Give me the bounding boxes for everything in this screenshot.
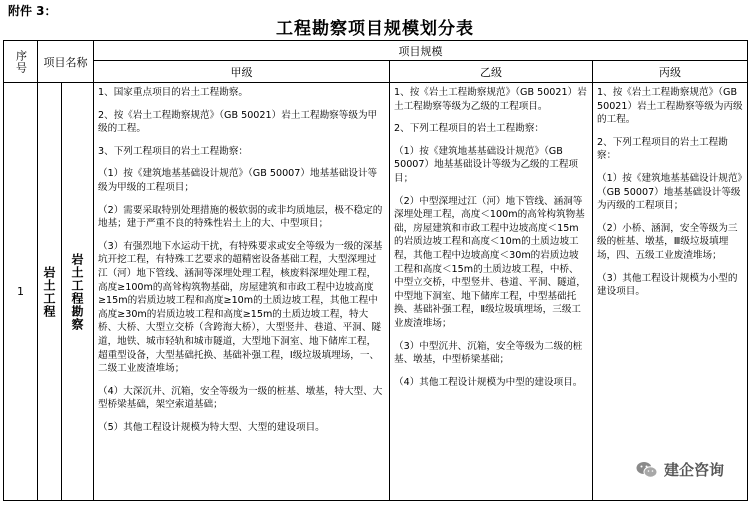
header-grade-b [390,61,593,83]
grade-a-text [94,83,389,434]
grade-c-item: （2）小桥、涵洞，安全等级为三级的桩基、墩基，Ⅲ级垃圾填埋场，四、五级工业废渣堆场； [597,222,738,261]
row-subcategory-label: 岩土工程勘察 [70,252,84,331]
header-seq [4,41,38,83]
grade-c-item: （1）按《建筑地基基础设计规范》（GB 50007）地基基础设计等级为丙级的工程项目； [597,172,743,212]
grade-c-item: 1、按《岩土工程勘察规范》（GB 50021）岩土工程勘察等级为丙级的工程。 [597,87,743,126]
grade-a-item: 2、按《岩土工程勘察规范》（GB 50021）岩土工程勘察等级为甲级的工程。 [98,109,378,135]
grade-a-item: （3）有强烈地下水运动干扰，有特殊要求或安全等级为一级的深基坑开挖工程，有特殊工艺要求的超精密设备基础工程，大型深埋过江（河）地下管线、涵洞等深埋处理工程，核废料深埋处理工程，高度≥100m的高耸构筑物基础，房屋建筑和市政工程中边坡高度≥15m的岩质边坡工程和高度≥10m的土质边坡工程，其他工程中高度≥30m的岩质边坡工程和高度≥15m的土质边坡工程，特大桥、大桥、大型立交桥（含跨海大桥），大型竖井、巷道、平洞、隧道，地铁、城市轻轨和城市隧道，大型地下洞室、地下储库工程，超重型设备，大型基础托换、基础补强工程，Ⅰ级垃圾填埋场，一、二级工业废渣堆场； [98,240,383,375]
header-item-name-label: 项目名称 [43,55,88,69]
grade-b-item: （1）按《建筑地基基础设计规范》（GB 50007）地基基础设计等级为乙级的工程项目； [394,145,579,184]
grade-b-item: （4）其他工程设计规模为中型的建设项目。 [394,376,583,388]
row-seq [4,83,38,501]
header-grade-a [94,61,390,83]
scale-classification-table [3,40,748,501]
header-grade-a-label: 甲级 [230,65,253,79]
grade-a-item: 3、下列工程项目的岩土工程勘察： [98,145,249,157]
grade-b-item: 2、下列工程项目的岩土工程勘察： [394,123,545,135]
watermark [632,457,728,482]
header-grade-c-label: 丙级 [659,65,681,79]
wechat-icon [636,461,658,479]
header-scale-label: 项目规模 [398,44,443,58]
table-row [4,83,748,501]
grade-a-item: （5）其他工程设计规模为特大型、大型的建设项目。 [98,421,325,433]
grade-a-cell [94,83,390,501]
grade-b-item: （2）中型深埋过江（河）地下管线、涵洞等深埋处理工程，高度＜100m的高耸构筑物基础，房屋建筑和市政工程中边坡高度＜15m的岩质边坡工程和高度＜10m的土质边坡工程，其他工程中边坡高度＜30m的岩质边坡工程和高度＜15m的土质边坡工程，中桥、中型立交桥，中型竖井、巷道、平洞、隧道，中型地下洞室、地下储库工程，中型基础托换、基础补强工程，Ⅱ级垃圾填埋场，三级工业废渣堆场； [394,195,586,329]
grade-a-item: （1）按《建筑地基基础设计规范》（GB 50007）地基基础设计等级为甲级的工程项目； [98,168,378,193]
header-grade-c [593,61,748,83]
grade-b-item: 1、按《岩土工程勘察规范》（GB 50021）岩土工程勘察等级为乙级的工程项目。 [394,87,587,112]
row-subcategory [62,83,94,501]
grade-a-item: （2）需要采取特别处理措施的极软弱的或非均质地层，极不稳定的地基；建于严重不良的特殊性岩土上的大、中型项目； [98,204,383,230]
grade-c-text [593,83,747,299]
grade-a-item: （4）大深沉井、沉箱，安全等级为一级的桩基、墩基，特大型、大型桥梁基础，架空索道基础； [98,385,383,411]
page-title: 工程勘察项目规模划分表 [276,19,474,39]
grade-c-item: 2、下列工程项目的岩土工程勘察： [597,136,728,162]
grade-b-item: （3）中型沉井、沉箱，安全等级为二级的桩基、墩基，中型桥梁基础； [394,340,583,366]
grade-a-item: 1、国家重点项目的岩土工程勘察。 [98,87,249,98]
watermark-text: 建企咨询 [663,461,724,479]
grade-c-cell [593,83,748,501]
row-seq-value: 1 [17,285,24,298]
attachment-label: 附件 3： [8,4,57,18]
header-item-name [38,41,94,83]
header-grade-b-label: 乙级 [480,65,502,79]
row-category [38,83,62,501]
header-scale [94,41,748,61]
header-seq-label: 序号 [14,49,28,74]
grade-b-cell [390,83,593,501]
grade-b-text [390,83,592,389]
grade-c-item: （3）其他工程设计规模为小型的建设项目。 [597,272,738,298]
row-category-label: 岩土工程 [42,265,56,318]
